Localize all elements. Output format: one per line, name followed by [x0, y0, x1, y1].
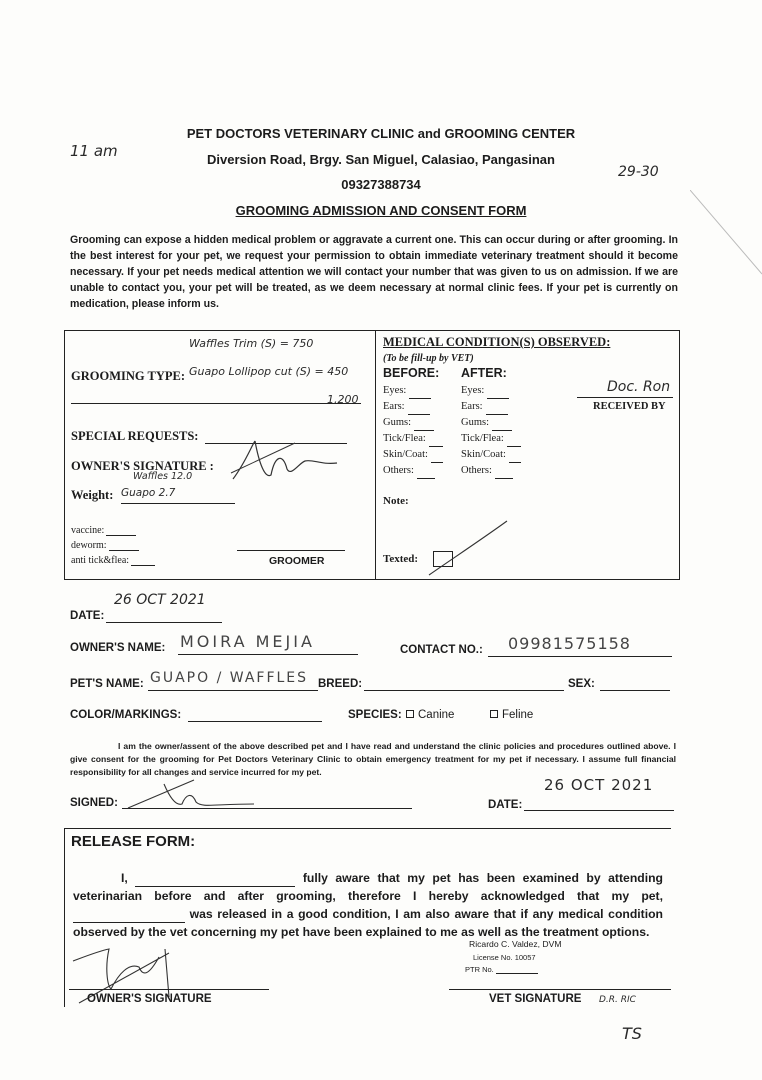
grooming-total: 1,200 [327, 393, 359, 406]
sex-label: SEX: [568, 678, 595, 690]
received-by-label: RECEIVED BY [593, 401, 666, 412]
handwritten-initials-note: TS [622, 1024, 642, 1043]
owner-name-line [178, 654, 358, 655]
breed-label: BREED: [318, 678, 363, 690]
before-item: Ears: [383, 399, 443, 415]
groomer-label: GROOMER [269, 555, 325, 567]
contact-line [488, 656, 672, 657]
after-item: Gums: [461, 415, 521, 431]
release-text-part1: fully aware that my pet has been examined by attending veterinarian before and after grooming, therefore I hereby acknowledged that my pet, [73, 871, 663, 903]
antitick-label [71, 555, 155, 566]
pet-name-line [148, 690, 318, 691]
date-line [106, 622, 222, 623]
date-handwritten: 26 OCT 2021 [114, 592, 206, 608]
box-divider [375, 331, 376, 579]
after-item: Skin/Coat: [461, 447, 521, 463]
after-label: AFTER: [461, 366, 507, 380]
date-label: DATE: [70, 610, 105, 622]
received-by-value: Doc. Ron [607, 379, 671, 395]
before-label: BEFORE: [383, 366, 440, 380]
consent-paragraph: I am the owner/assent of the above described pet and I have read and understand the clinic policies and procedures outlined above. I give consent for the grooming for Pet Doctors Veterinary Clinic to obtain emergency treatment for my pet if necessary. I assume full financial responsibility for all changes and service incurred for my pet. [70, 741, 676, 777]
grooming-type-line [71, 403, 361, 404]
release-owner-sig-line [69, 989, 269, 990]
signed-label: SIGNED: [70, 797, 118, 809]
texted-check-stroke [425, 519, 545, 579]
before-item: Eyes: [383, 383, 443, 399]
signed-date-line [524, 810, 674, 811]
breed-line [364, 690, 564, 691]
canine-checkbox[interactable] [406, 710, 414, 718]
species-feline-option[interactable]: Feline [490, 709, 533, 721]
before-item: Gums: [383, 415, 443, 431]
medical-title: MEDICAL CONDITION(S) OBSERVED: [383, 335, 611, 349]
antitick-label-text: anti tick&flea: [71, 555, 130, 566]
before-item: Skin/Coat: [383, 447, 443, 463]
before-list [383, 383, 443, 479]
species-canine-option[interactable]: Canine [406, 709, 454, 721]
after-list [461, 383, 521, 479]
release-form-box [64, 828, 671, 1007]
after-item: Eyes: [461, 383, 521, 399]
received-by-line [577, 397, 673, 398]
note-label: Note: [383, 495, 409, 507]
owner-signature-label: OWNER'S SIGNATURE : [71, 459, 214, 473]
clinic-address: Diversion Road, Brgy. San Miguel, Calasiao, Pangasinan [207, 152, 555, 167]
before-item: Tick/Flea: [383, 431, 443, 447]
species-label: SPECIES: [348, 709, 402, 721]
clinic-name: PET DOCTORS VETERINARY CLINIC and GROOMING CENTER [186, 126, 576, 141]
release-text-part2: was released in a good condition, I am also aware that if any medical condition observed by the vet concerning my pet have been explained to me as well as the treatment options. [73, 907, 664, 939]
release-title: RELEASE FORM: [71, 833, 196, 850]
grooming-medical-box [64, 330, 680, 580]
handwritten-time-note: 11 am [70, 142, 118, 160]
clinic-phone: 09327388734 [341, 177, 421, 192]
after-item: Tick/Flea: [461, 431, 521, 447]
deworm-label-text: deworm: [71, 540, 107, 551]
paper-fold-edge [690, 190, 762, 280]
before-item: Others: [383, 463, 443, 479]
special-requests-label: SPECIAL REQUESTS: [71, 429, 199, 443]
vet-name: Ricardo C. Valdez, DVM [469, 939, 562, 949]
after-item: Others: [461, 463, 521, 479]
medical-subtitle: (To be fill-up by VET) [383, 353, 474, 364]
grooming-type-label: GROOMING TYPE: [71, 369, 186, 383]
contact-value: 09981575158 [508, 634, 631, 653]
pet-name-label: PET'S NAME: [70, 678, 144, 690]
contact-label: CONTACT NO.: [400, 644, 483, 656]
weight-value: Guapo 2.7 [121, 487, 176, 499]
owner-name-value: MOIRA MEJIA [180, 632, 315, 651]
groomer-line [237, 550, 345, 551]
owner-name-label: OWNER'S NAME: [70, 642, 166, 654]
vet-license: License No. 10057 [473, 953, 536, 962]
pet-name-value: GUAPO / WAFFLES [150, 670, 309, 686]
vaccine-label-text: vaccine: [71, 525, 105, 536]
handwritten-number-note: 29-30 [618, 164, 659, 180]
color-markings-label: COLOR/MARKINGS: [70, 709, 182, 721]
vet-initials: D.R. RIC [599, 995, 636, 1005]
after-item: Ears: [461, 399, 521, 415]
owner-signed-scribble [124, 774, 264, 814]
form-title: GROOMING ADMISSION AND CONSENT FORM [235, 203, 527, 218]
release-vet-signature-label: VET SIGNATURE [489, 993, 582, 1005]
deworm-label [71, 540, 139, 551]
release-vet-sig-line [449, 989, 671, 990]
vaccine-label [71, 525, 136, 536]
weight-line [121, 503, 235, 504]
signed-date-label: DATE: [488, 799, 523, 811]
release-text-i: I, [121, 871, 128, 885]
feline-checkbox[interactable] [490, 710, 498, 718]
grooming-type-value: Guapo Lollipop cut (S) = 450 [189, 365, 349, 378]
sex-line [600, 690, 670, 691]
color-markings-line [188, 721, 322, 722]
weight-label: Weight: [71, 488, 114, 502]
intro-paragraph: Grooming can expose a hidden medical problem or aggravate a current one. This can occur during or after grooming. In the best interest for your pet, we request your permission to obtain immediate veterinary treatment should it become necessary. If your pet needs medical attention we will contact your number that was given to us on admission. If we are unable to contact you, your pet will be treated, as we deem necessary at normal clinic fees. If your pet is currently on medication, please inform us. [70, 234, 678, 310]
release-owner-signature-label: OWNER'S SIGNATURE [87, 993, 212, 1005]
weight-note-waffles: Waffles 12.0 [133, 471, 193, 482]
release-paragraph [73, 869, 663, 941]
grooming-note-waffles: Waffles Trim (S) = 750 [189, 337, 314, 350]
signed-date-handwritten: 26 OCT 2021 [544, 776, 654, 794]
vet-ptr: PTR No. [465, 965, 538, 974]
texted-label: Texted: [383, 553, 419, 565]
owner-signature-scribble [225, 433, 345, 493]
